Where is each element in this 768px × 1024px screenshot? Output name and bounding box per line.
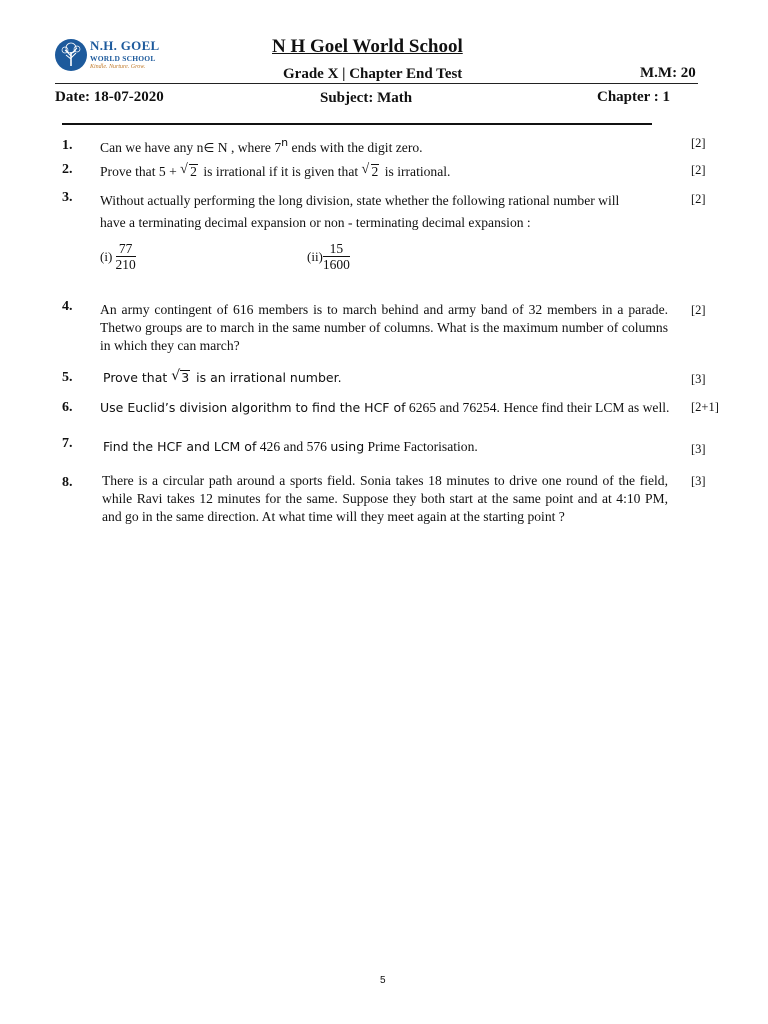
denominator: 1600 [322, 257, 350, 272]
fraction-part [100, 241, 136, 273]
question-marks: [3] [691, 442, 706, 456]
question-number: 1. [62, 138, 73, 153]
text-segment: 426 and 576 [256, 439, 331, 454]
square-root: √ 3 [171, 368, 190, 385]
radicand: 2 [190, 164, 197, 179]
text-segment: Use Euclid’s division algorithm to find the HCF of [100, 400, 406, 415]
part-label: (ii) [307, 249, 323, 264]
question-marks: [2] [691, 303, 706, 317]
text-segment: 6265 and 76254. Hence find their LCM as well. [405, 400, 670, 415]
subject-label: Subject: Math [320, 90, 413, 106]
denominator: 210 [115, 257, 136, 272]
section-divider [62, 123, 652, 125]
question-marks: [3] [691, 372, 706, 386]
tree-emblem-icon [54, 38, 88, 72]
question-marks: [2] [691, 136, 706, 150]
question-text: There is a circular path around a sports field. Sonia takes 18 minutes to drive one round of the field, while Ravi takes 12 minutes for the same. Suppose they both start at the same point and at 4:10 PM, and go in the same direction. At what time will they meet again at the starting point ? [102, 473, 668, 524]
logo-subtitle: WORLD SCHOOL [90, 54, 156, 63]
question-number: 3. [62, 190, 73, 205]
question-marks: [3] [691, 474, 706, 488]
question-number: 2. [62, 162, 73, 177]
question-text [103, 438, 478, 456]
school-logo [54, 38, 174, 78]
fraction [116, 241, 136, 273]
text-segment: Can we have any n [100, 140, 204, 155]
text-segment: Prove that 5 + [100, 164, 181, 179]
logo-school-name: N.H. GOEL [90, 38, 160, 53]
question-number: 4. [62, 299, 73, 314]
text-segment: Prime Factorisation. [364, 439, 478, 454]
part-label: (i) [100, 249, 113, 264]
question-text-line: have a terminating decimal expansion or non - terminating decimal expansion : [100, 215, 531, 230]
text-segment: is an irrational number. [192, 370, 342, 385]
question-number: 5. [62, 370, 73, 385]
question-number: 6. [62, 400, 73, 415]
header-divider [55, 83, 698, 84]
numerator: 15 [323, 241, 350, 257]
text-segment: Find the HCF and LCM of [103, 439, 257, 454]
max-marks: M.M: 20 [640, 65, 696, 81]
question-marks: [2] [691, 192, 706, 206]
question-text-line: Without actually performing the long division, state whether the following rational number will [100, 193, 620, 208]
text-segment: N , where 7 [214, 140, 282, 155]
exam-date: Date: 18-07-2020 [55, 89, 164, 105]
radicand: 3 [181, 370, 190, 385]
question-text [100, 136, 423, 158]
question-text: An army contingent of 616 members is to march behind and army band of 32 members in a parade. Thetwo groups are to march in the same number of columns. What is the maximum number of columns in which they can march? [100, 302, 668, 353]
page-number: 5 [380, 975, 386, 986]
logo-tagline: Kindle. Nurture. Grow. [90, 64, 146, 70]
numerator: 77 [116, 241, 136, 257]
question-text [100, 399, 669, 417]
school-name: N H Goel World School [272, 36, 463, 57]
fraction-part [307, 241, 350, 273]
question-text [103, 369, 342, 387]
question-marks: [2+1] [691, 400, 719, 414]
radicand: 2 [371, 164, 379, 179]
chapter-label: Chapter : 1 [597, 89, 671, 105]
text-segment: Prove that [103, 370, 172, 385]
question-number: 8. [62, 475, 73, 490]
square-root: √ 2 [180, 162, 197, 179]
fraction [323, 241, 350, 273]
question-number: 7. [62, 436, 73, 451]
grade-test-title: Grade X | Chapter End Test [283, 66, 463, 82]
element-of-symbol: ∈ [203, 140, 215, 155]
exponent: n [281, 136, 289, 149]
text-segment: using [330, 439, 365, 454]
question-text [100, 163, 450, 181]
text-segment: is irrational if it is given that [199, 164, 362, 179]
text-segment: is irrational. [381, 164, 451, 179]
text-segment: ends with the digit zero. [288, 140, 423, 155]
question-marks: [2] [691, 163, 706, 177]
square-root: √ 2 [361, 162, 379, 179]
